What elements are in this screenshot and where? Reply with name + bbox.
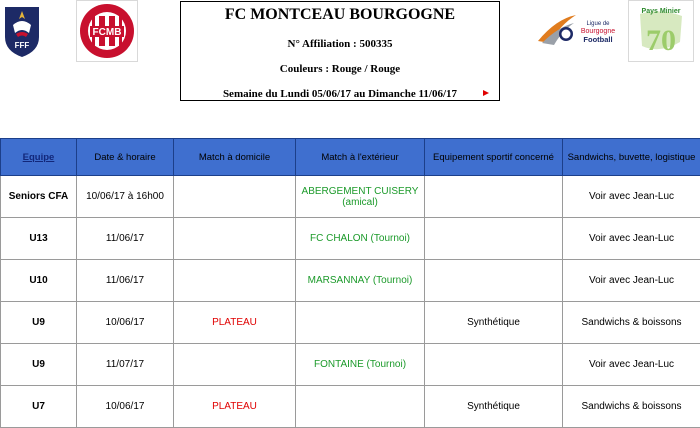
- week-line: Semaine du Lundi 05/06/17 au Dimanche 11/06/17: [181, 88, 499, 100]
- cell-team[interactable]: U9: [1, 302, 77, 344]
- pays-minier-logo: [628, 0, 694, 62]
- cell-away[interactable]: [296, 386, 425, 428]
- fcmb-logo-text: FCMB: [93, 27, 122, 38]
- cell-team[interactable]: U10: [1, 260, 77, 302]
- cell-home[interactable]: [174, 176, 296, 218]
- cell-logistics[interactable]: Sandwichs & boissons: [563, 386, 700, 428]
- table-row: [1, 176, 700, 218]
- cell-facility[interactable]: [425, 218, 563, 260]
- cell-date[interactable]: 11/07/17: [77, 344, 174, 386]
- svg-text:Ligue de: Ligue de: [586, 21, 610, 27]
- colors-value: Rouge / Rouge: [332, 63, 400, 75]
- column-header-team[interactable]: Equipe: [1, 139, 77, 176]
- cell-logistics[interactable]: Voir avec Jean-Luc: [563, 344, 700, 386]
- comment-marker-icon: [483, 90, 489, 96]
- column-header-logistics[interactable]: Sandwichs, buvette, logistique: [563, 139, 700, 176]
- cell-team[interactable]: U13: [1, 218, 77, 260]
- fcmb-logo: [76, 0, 138, 62]
- cell-home[interactable]: PLATEAU: [174, 386, 296, 428]
- cell-facility[interactable]: Synthétique: [425, 386, 563, 428]
- cell-facility[interactable]: [425, 176, 563, 218]
- cell-logistics[interactable]: Voir avec Jean-Luc: [563, 260, 700, 302]
- club-name: FC MONTCEAU BOURGOGNE: [181, 6, 499, 24]
- cell-away[interactable]: [296, 302, 425, 344]
- pays-logo-text: Pays Minier: [642, 8, 681, 15]
- cell-date[interactable]: 11/06/17: [77, 260, 174, 302]
- column-header-date[interactable]: Date & horaire: [77, 139, 174, 176]
- cell-date[interactable]: 10/06/17: [77, 386, 174, 428]
- cell-team[interactable]: U7: [1, 386, 77, 428]
- affiliation-value: 500335: [359, 38, 392, 50]
- svg-text:Football: Football: [583, 35, 612, 44]
- cell-home[interactable]: [174, 260, 296, 302]
- cell-home[interactable]: PLATEAU: [174, 302, 296, 344]
- cell-away[interactable]: FC CHALON (Tournoi): [296, 218, 425, 260]
- pays-logo-number: 70: [646, 24, 676, 57]
- ligue-bourgogne-logo: [536, 0, 622, 62]
- cell-date[interactable]: 10/06/17: [77, 302, 174, 344]
- affiliation-label: N° Affiliation: [288, 38, 351, 50]
- cell-home[interactable]: [174, 344, 296, 386]
- table-row: [1, 302, 700, 344]
- schedule-table: [0, 138, 700, 428]
- colors-line: Couleurs : Rouge / Rouge: [181, 63, 499, 75]
- affiliation-line: N° Affiliation : 500335: [181, 38, 499, 50]
- cell-home[interactable]: [174, 218, 296, 260]
- svg-text:Bourgogne: Bourgogne: [581, 28, 615, 35]
- cell-team[interactable]: Seniors CFA: [1, 176, 77, 218]
- cell-date[interactable]: 10/06/17 à 16h00: [77, 176, 174, 218]
- cell-date[interactable]: 11/06/17: [77, 218, 174, 260]
- column-header-facility[interactable]: Equipement sportif concerné: [425, 139, 563, 176]
- title-box: [180, 1, 500, 101]
- table-row: [1, 260, 700, 302]
- cell-away[interactable]: ABERGEMENT CUISERY (amical): [296, 176, 425, 218]
- cell-away[interactable]: FONTAINE (Tournoi): [296, 344, 425, 386]
- cell-team[interactable]: U9: [1, 344, 77, 386]
- cell-logistics[interactable]: Voir avec Jean-Luc: [563, 176, 700, 218]
- cell-facility[interactable]: [425, 344, 563, 386]
- table-row: [1, 386, 700, 428]
- column-header-home[interactable]: Match à domicile: [174, 139, 296, 176]
- table-row: [1, 218, 700, 260]
- fff-logo-text: FFF: [15, 41, 30, 50]
- table-row: [1, 344, 700, 386]
- cell-logistics[interactable]: Voir avec Jean-Luc: [563, 218, 700, 260]
- column-header-away[interactable]: Match à l'extérieur: [296, 139, 425, 176]
- colors-label: Couleurs: [280, 63, 323, 75]
- cell-facility[interactable]: Synthétique: [425, 302, 563, 344]
- cell-logistics[interactable]: Sandwichs & boissons: [563, 302, 700, 344]
- fff-logo: [0, 0, 44, 62]
- cell-away[interactable]: MARSANNAY (Tournoi): [296, 260, 425, 302]
- table-header-row: [1, 139, 700, 176]
- cell-facility[interactable]: [425, 260, 563, 302]
